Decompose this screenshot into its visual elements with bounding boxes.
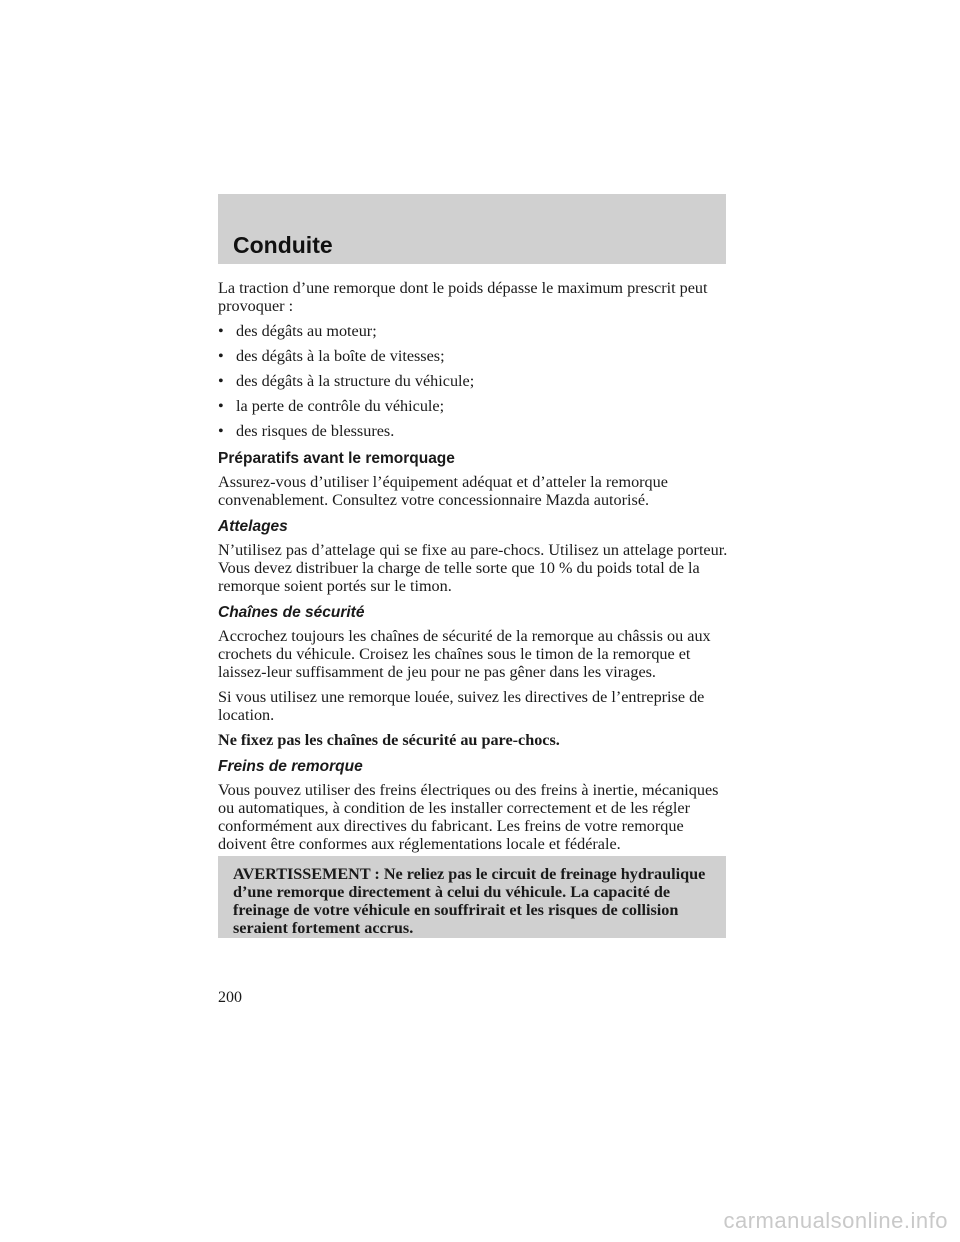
- bullet-icon: •: [218, 322, 224, 340]
- bullet-icon: •: [218, 422, 224, 440]
- preparatifs-heading: Préparatifs avant le remorquage: [218, 450, 455, 467]
- list-item-text: la perte de contrôle du véhicule;: [236, 397, 445, 415]
- list-item: [218, 422, 728, 440]
- list-item: [218, 397, 728, 415]
- chaines-bold-note: Ne fixez pas les chaînes de sécurité au pare-chocs.: [218, 731, 560, 749]
- chaines-heading: Chaînes de sécurité: [218, 604, 365, 621]
- warning-box: [218, 856, 726, 938]
- bullet-icon: •: [218, 347, 224, 365]
- freins-heading: Freins de remorque: [218, 758, 363, 775]
- risk-list: [218, 322, 728, 440]
- attelages-paragraph: N’utilisez pas d’attelage qui se fixe au pare-chocs. Utilisez un attelage porteur. Vous devez distribuer la charge de telle sorte que 10 % du poids total de la remorque soient portés sur le timon.: [218, 541, 728, 595]
- list-item: [218, 322, 728, 340]
- list-item: [218, 372, 728, 390]
- list-item-text: des dégâts à la structure du véhicule;: [236, 372, 475, 390]
- list-item-text: des risques de blessures.: [236, 422, 395, 440]
- preparatifs-paragraph: Assurez-vous d’utiliser l’équipement adéquat et d’atteler la remorque convenablement. Consultez votre concessionnaire Mazda autorisé.: [218, 473, 668, 509]
- freins-paragraph: Vous pouvez utiliser des freins électriques ou des freins à inertie, mécaniques ou automatiques, à condition de les installer correctement et de les régler conformément aux directives du fabricant. Les freins de votre remorque doivent être conformes aux réglementations locale et fédérale.: [218, 781, 719, 853]
- page-number: 200: [218, 989, 242, 1006]
- warning-text: AVERTISSEMENT : Ne reliez pas le circuit de freinage hydraulique d’une remorque directement à celui du véhicule. La capacité de freinage de votre véhicule en souffrirait et les risques de collision seraient fortement accrus.: [233, 865, 706, 937]
- intro-paragraph: La traction d’une remorque dont le poids dépasse le maximum prescrit peut provoquer :: [218, 279, 708, 315]
- chaines-paragraph-1: Accrochez toujours les chaînes de sécurité de la remorque au châssis ou aux crochets du véhicule. Croisez les chaînes sous le timon de la remorque et laissez-leur suffisamment de jeu pour ne pas gêner dans les virages.: [218, 627, 711, 681]
- bullet-icon: •: [218, 372, 224, 390]
- chaines-paragraph-2: Si vous utilisez une remorque louée, suivez les directives de l’entreprise de location.: [218, 688, 705, 724]
- section-header: [218, 194, 726, 264]
- page-content: [218, 279, 728, 860]
- list-item: [218, 347, 728, 365]
- list-item-text: des dégâts au moteur;: [236, 322, 377, 340]
- watermark: carmanualsonline.info: [723, 1208, 948, 1233]
- bullet-icon: •: [218, 397, 224, 415]
- list-item-text: des dégâts à la boîte de vitesses;: [236, 347, 445, 365]
- attelages-heading: Attelages: [218, 518, 288, 535]
- section-title: Conduite: [233, 232, 333, 258]
